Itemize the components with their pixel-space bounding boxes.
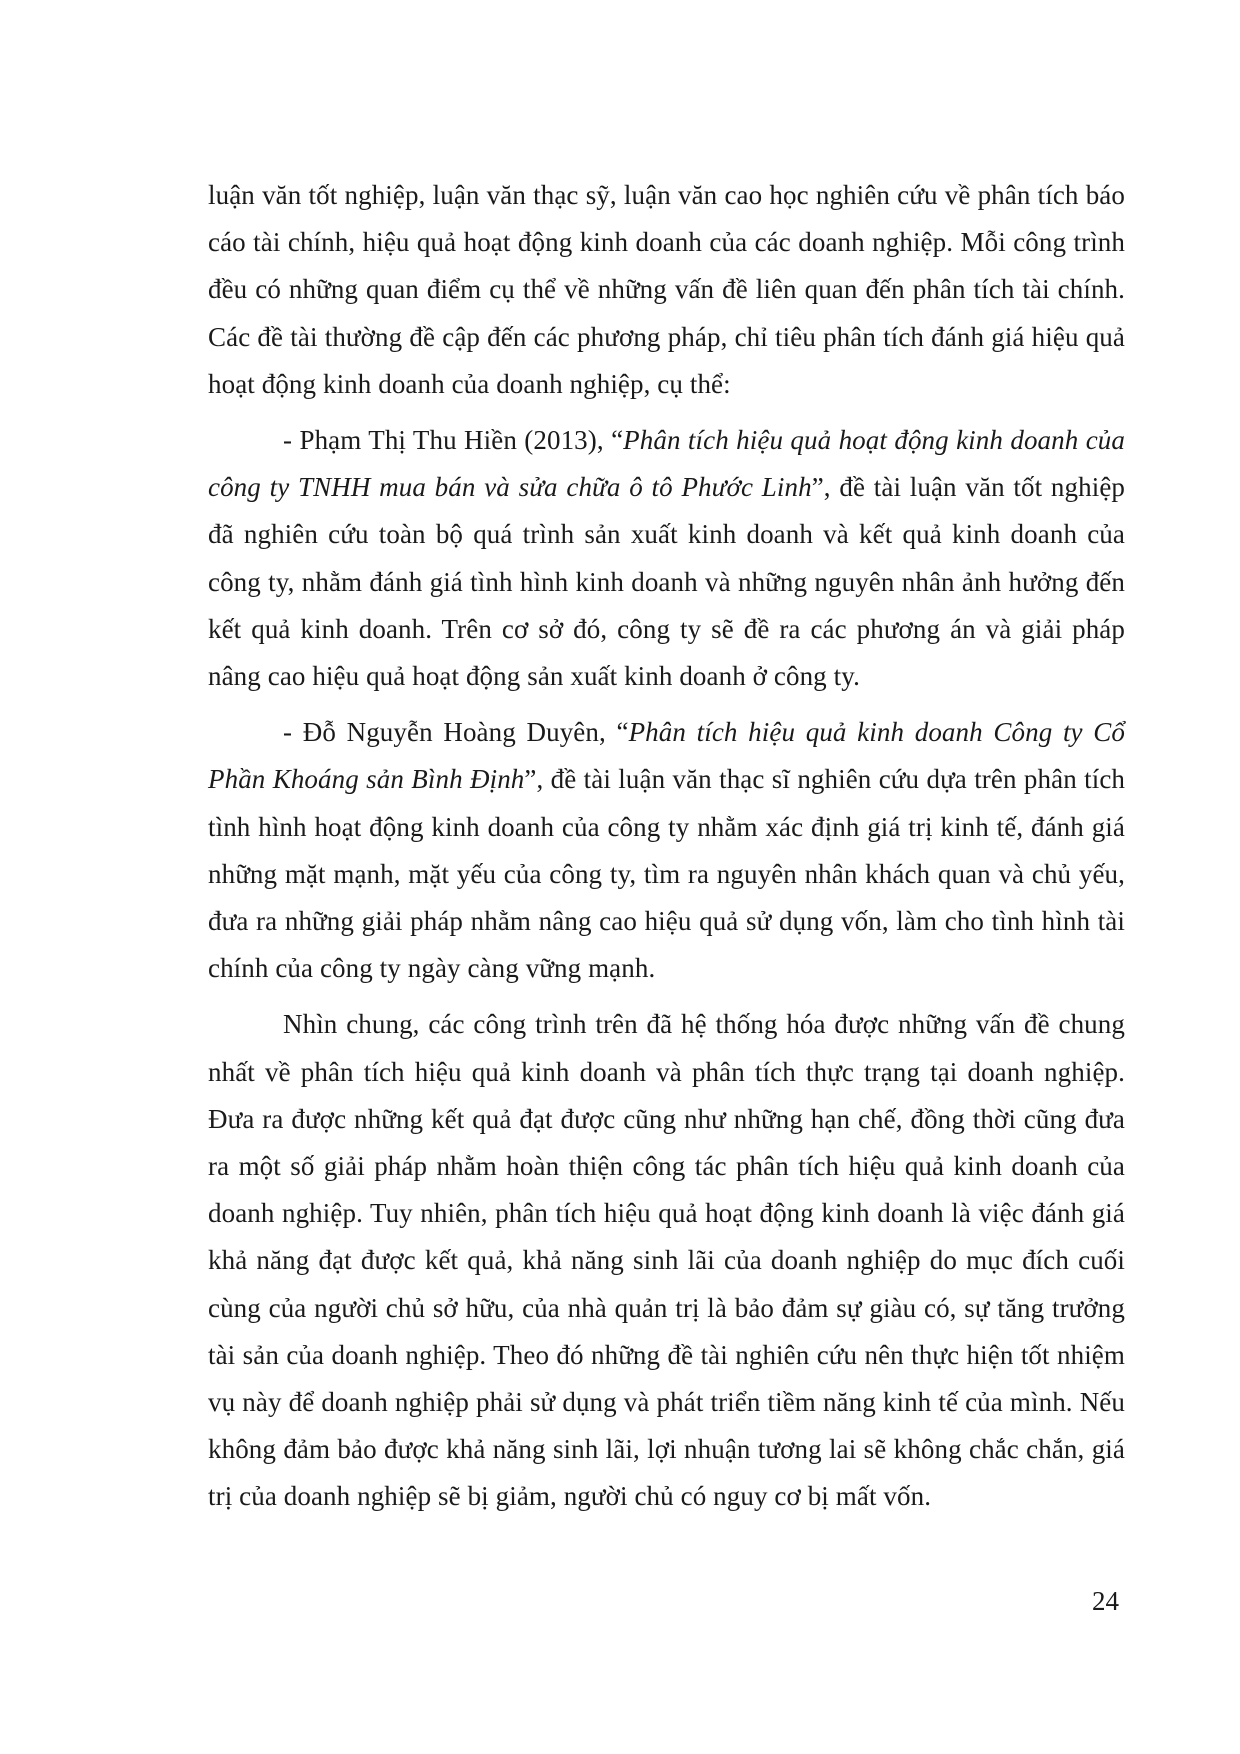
reference-paragraph-1 xyxy=(208,417,1125,700)
reference-2-author: - Đỗ Nguyễn Hoàng Duyên, “ xyxy=(283,717,629,748)
reference-1-author: - Phạm Thị Thu Hiền (2013), “ xyxy=(283,425,624,456)
reference-paragraph-2 xyxy=(208,709,1125,992)
summary-paragraph: Nhìn chung, các công trình trên đã hệ thống hóa được những vấn đề chung nhất về phân tích hiệu quả kinh doanh và phân tích thực trạng tại doanh nghiệp. Đưa ra được những kết quả đạt được cũng như những hạn chế, đồng thời cũng đưa ra một số giải pháp nhằm hoàn thiện công tác phân tích hiệu quả kinh doanh của doanh nghiệp. Tuy nhiên, phân tích hiệu quả hoạt động kinh doanh là việc đánh giá khả năng đạt được kết quả, khả năng sinh lãi của doanh nghiệp do mục đích cuối cùng của người chủ sở hữu, của nhà quản trị là bảo đảm sự giàu có, sự tăng trưởng tài sản của doanh nghiệp. Theo đó những đề tài nghiên cứu nên thực hiện tốt nhiệm vụ này để doanh nghiệp phải sử dụng và phát triển tiềm năng kinh tế của mình. Nếu không đảm bảo được khả năng sinh lãi, lợi nhuận tương lai sẽ không chắc chắn, giá trị của doanh nghiệp sẽ bị giảm, người chủ có nguy cơ bị mất vốn. xyxy=(208,1009,1125,1512)
page-number: 24 xyxy=(1092,1586,1119,1616)
reference-2-description: ”, đề tài luận văn thạc sĩ nghiên cứu dựa trên phân tích tình hình hoạt động kinh doanh của công ty nhằm xác định giá trị kinh tế, đánh giá những mặt mạnh, mặt yếu của công ty, tìm ra nguyên nhân khách quan và chủ yếu, đưa ra những giải pháp nhằm nâng cao hiệu quả sử dụng vốn, làm cho tình hình tài chính của công ty ngày càng vững mạnh. xyxy=(208,764,1125,984)
reference-1-title: Phân tích hiệu quả hoạt động kinh doanh của công ty TNHH mua bán và sửa chữa ô tô Phước Linh xyxy=(208,425,1125,503)
body-text xyxy=(208,172,1125,1521)
reference-1-description: ”, đề tài luận văn tốt nghiệp đã nghiên cứu toàn bộ quá trình sản xuất kinh doanh và kết quả kinh doanh của công ty, nhằm đánh giá tình hình kinh doanh và những nguyên nhân ảnh hưởng đến kết quả kinh doanh. Trên cơ sở đó, công ty sẽ đề ra các phương án và giải pháp nâng cao hiệu quả hoạt động sản xuất kinh doanh ở công ty. xyxy=(208,472,1125,692)
intro-paragraph: luận văn tốt nghiệp, luận văn thạc sỹ, luận văn cao học nghiên cứu về phân tích báo cáo tài chính, hiệu quả hoạt động kinh doanh của các doanh nghiệp. Mỗi công trình đều có những quan điểm cụ thể về những vấn đề liên quan đến phân tích tài chính. Các đề tài thường đề cập đến các phương pháp, chỉ tiêu phân tích đánh giá hiệu quả hoạt động kinh doanh của doanh nghiệp, cụ thể: xyxy=(208,180,1125,399)
reference-2-title: Phân tích hiệu quả kinh doanh Công ty Cổ Phần Khoáng sản Bình Định xyxy=(208,717,1126,795)
